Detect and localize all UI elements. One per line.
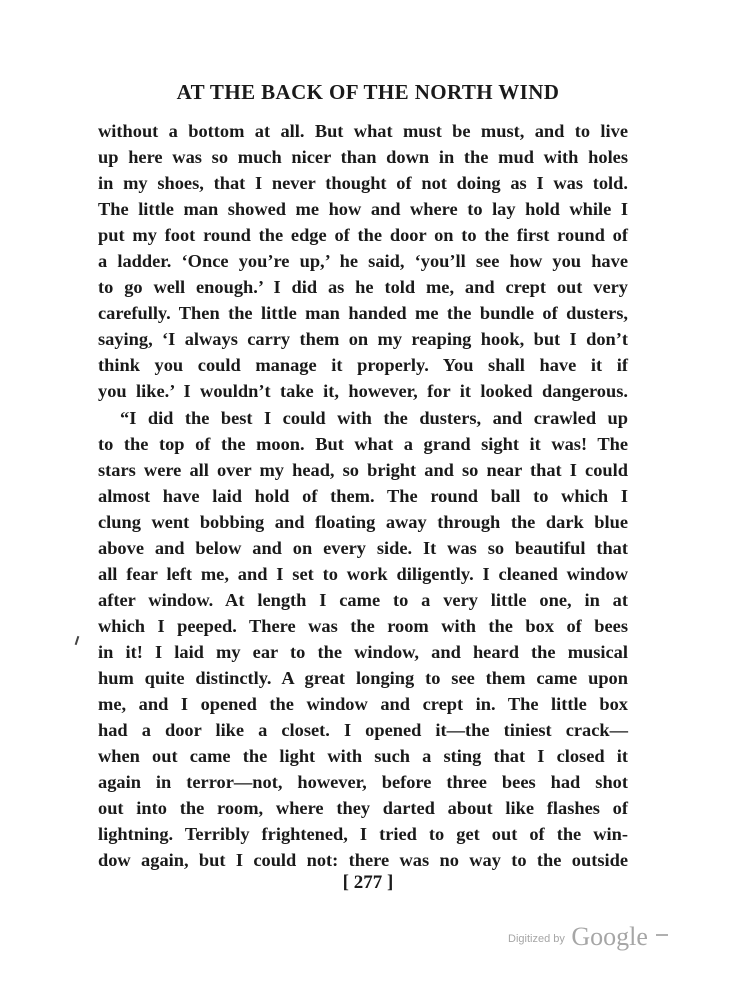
watermark-dash	[656, 934, 668, 936]
text-line: out into the room, where they darted about like flashes of	[98, 798, 628, 819]
text-line: in it! I laid my ear to the window, and heard the musical	[98, 641, 628, 662]
running-head: AT THE BACK OF THE NORTH WIND	[176, 80, 560, 104]
text-line: had a door like a closet. I opened it—the tiniest crack—	[98, 720, 628, 741]
text-line: all fear left me, and I set to work diligently. I cleaned window	[98, 563, 628, 584]
text-line: “I did the best I could with the dusters, and crawled up	[120, 407, 628, 428]
text-line: to the top of the moon. But what a grand sight it was! The	[98, 433, 628, 454]
text-line: after window. At length I came to a very little one, in at	[98, 589, 628, 610]
text-line: again in terror—not, however, before three bees had shot	[98, 772, 628, 793]
text-line: think you could manage it properly. You shall have it if	[98, 355, 628, 376]
text-line: The little man showed me how and where to lay hold while I	[98, 199, 628, 220]
text-line: a ladder. ‘Once you’re up,’ he said, ‘you’ll see how you have	[98, 251, 628, 272]
text-line: to go well enough.’ I did as he told me, and crept out very	[98, 277, 628, 298]
text-line: lightning. Terribly frightened, I tried to get out of the win-	[98, 824, 628, 845]
text-line: above and below and on every side. It was so beautiful that	[98, 537, 628, 558]
text-line: almost have laid hold of them. The round ball to which I	[98, 485, 628, 506]
body-text	[98, 118, 628, 873]
text-line: stars were all over my head, so bright and so near that I could	[98, 459, 628, 480]
watermark-prefix: Digitized by	[508, 933, 565, 945]
watermark-brand: Google	[571, 922, 648, 951]
text-line: without a bottom at all. But what must be must, and to live	[98, 121, 628, 141]
text-line: clung went bobbing and floating away through the dark blue	[98, 511, 628, 532]
text-line: which I peeped. There was the room with the box of bees	[98, 615, 628, 636]
text-line: in my shoes, that I never thought of not doing as I was told.	[98, 173, 628, 194]
text-line: saying, ‘I always carry them on my reaping hook, but I don’t	[98, 329, 628, 350]
text-line: when out came the light with such a sting that I closed it	[98, 746, 628, 767]
text-line: up here was so much nicer than down in the mud with holes	[98, 147, 628, 168]
page-number: [ 277 ]	[342, 872, 394, 893]
text-line: me, and I opened the window and crept in. The little box	[98, 694, 628, 715]
text-line: hum quite distinctly. A great longing to see them came upon	[98, 667, 628, 688]
text-line: dow again, but I could not: there was no way to the outside	[98, 850, 628, 871]
text-line: carefully. Then the little man handed me the bundle of dusters,	[98, 303, 628, 324]
stray-ink-mark	[75, 636, 80, 645]
text-line: you like.’ I wouldn’t take it, however, for it looked dangerous.	[98, 381, 628, 402]
text-line: put my foot round the edge of the door on to the first round of	[98, 225, 628, 246]
digitization-watermark	[508, 922, 668, 952]
